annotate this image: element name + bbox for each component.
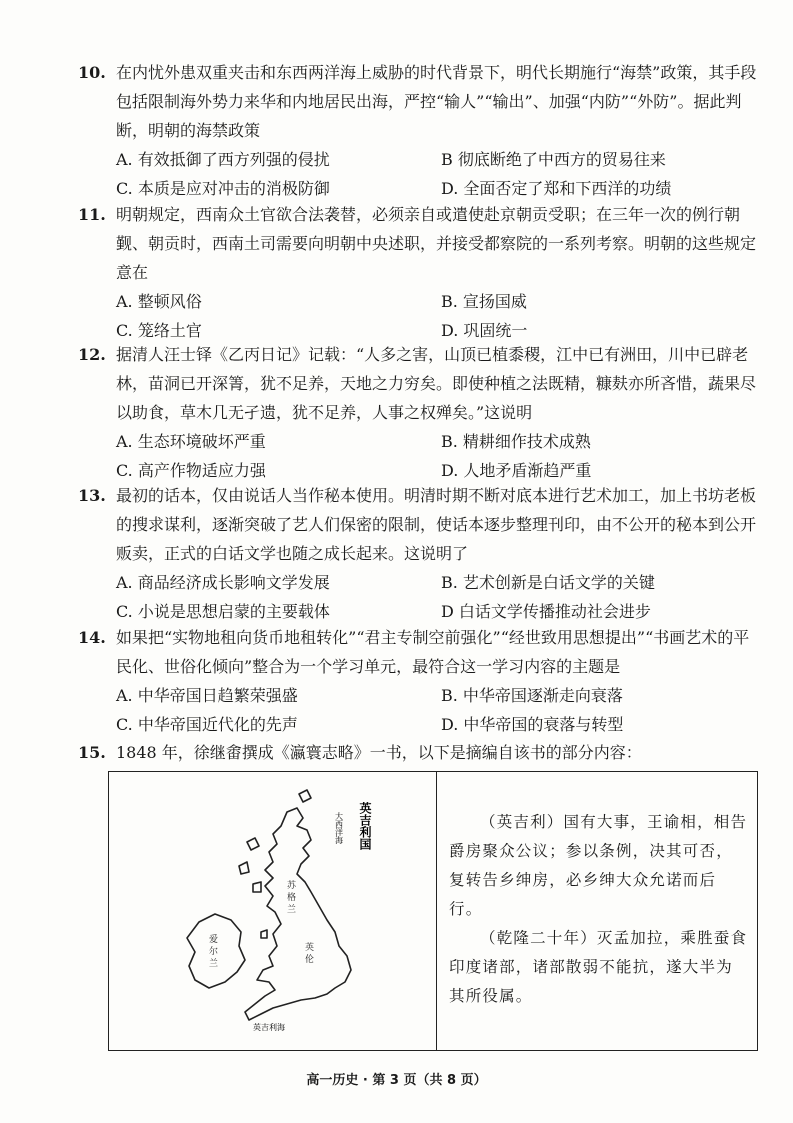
map-sea-label-top: 大西洋海 bbox=[334, 812, 344, 844]
map-mark: 兰 bbox=[287, 905, 297, 915]
source-material-box bbox=[108, 771, 758, 1051]
map-mark: 爱 bbox=[209, 935, 219, 945]
options bbox=[78, 427, 758, 485]
question-stem: 明朝规定，西南众土官欲合法袭替，必须亲自或遣使赴京朝贡受职；在三年一次的例行朝觐、朝贡时，西南土司需要向明朝中央述职，并接受都察院的一系列考察。明朝的这些规定意在 bbox=[116, 205, 757, 282]
question-number: 14. bbox=[78, 628, 106, 647]
question-13 bbox=[78, 481, 758, 626]
question-number: 10. bbox=[78, 63, 106, 82]
source-excerpt bbox=[449, 808, 749, 1011]
option-d: D. 全面否定了郑和下西洋的功绩 bbox=[441, 179, 672, 198]
option-c: C. 本质是应对冲击的消极防御 bbox=[116, 179, 330, 198]
question-number: 12. bbox=[78, 345, 106, 364]
map-mark: 苏 bbox=[287, 881, 297, 891]
question-stem: 在内忧外患双重夹击和东西两洋海上威胁的时代背景下，明代长期施行“海禁”政策，其手段包括限制海外势力来华和内地居民出海，严控“输人”“输出”、加强“内防”“外防”。据此判断，明朝的海禁政策 bbox=[116, 63, 757, 140]
question-number: 11. bbox=[78, 205, 106, 224]
britain-map-illustration bbox=[169, 782, 399, 1042]
option-d: D. 中华帝国的衰落与转型 bbox=[441, 715, 624, 734]
options bbox=[78, 145, 758, 203]
island bbox=[253, 882, 261, 892]
hebrides-island bbox=[247, 838, 259, 850]
option-a: A. 有效抵御了西方列强的侵扰 bbox=[116, 150, 330, 169]
question-11 bbox=[78, 200, 758, 345]
question-15 bbox=[78, 738, 758, 767]
map-mark: 英 bbox=[305, 943, 315, 953]
map-title-label: 英吉利国 bbox=[358, 802, 372, 850]
excerpt-paragraph-1: （英吉利）国有大事，王谕相，相告爵房聚众公议；参以条例，决其可否，复转告乡绅房，必乡绅大众允诺而后行。 bbox=[449, 813, 748, 918]
box-divider bbox=[436, 772, 437, 1050]
page-footer: 高一历史 · 第 3 页（共 8 页） bbox=[306, 1073, 487, 1088]
option-b: B. 精耕细作技术成熟 bbox=[441, 432, 591, 451]
option-c: C. 笼络土官 bbox=[116, 321, 202, 340]
isle-of-man bbox=[261, 930, 267, 938]
map-mark: 尔 bbox=[209, 947, 219, 957]
question-14 bbox=[78, 623, 758, 739]
option-a: A. 生态环境破坏严重 bbox=[116, 432, 266, 451]
question-12 bbox=[78, 340, 758, 485]
option-a: A. 商品经济成长影响文学发展 bbox=[116, 573, 330, 592]
option-c: C. 中华帝国近代化的先声 bbox=[116, 715, 298, 734]
excerpt-paragraph-2: （乾隆二十年）灭孟加拉，乘胜蚕食印度诸部，诸部散弱不能抗，遂大半为其所役属。 bbox=[449, 929, 748, 1005]
map-mark: 伦 bbox=[305, 955, 315, 965]
options bbox=[78, 287, 758, 345]
question-number: 15. bbox=[78, 743, 106, 762]
option-c: C. 小说是思想启蒙的主要载体 bbox=[116, 602, 330, 621]
orkney-islands bbox=[299, 790, 311, 802]
question-stem: 最初的话本，仅由说话人当作秘本使用。明清时期不断对底本进行艺术加工，加上书坊老板的搜求谋利，逐渐突破了艺人们保密的限制，使话本逐步整理刊印，由不公开的秘本到公开贩卖，正式的白话文学也随之成长起来。这说明了 bbox=[116, 486, 757, 563]
options bbox=[78, 681, 758, 739]
option-d: D. 巩固统一 bbox=[441, 321, 528, 340]
option-b: B 彻底断绝了中西方的贸易往来 bbox=[441, 150, 666, 169]
question-10 bbox=[78, 58, 758, 203]
hebrides-island bbox=[239, 862, 249, 874]
option-a: A. 中华帝国日趋繁荣强盛 bbox=[116, 686, 298, 705]
question-stem: 1848 年，徐继畬撰成《瀛寰志略》一书，以下是摘编自该书的部分内容： bbox=[116, 743, 642, 762]
option-b: B. 中华帝国逐渐走向衰落 bbox=[441, 686, 623, 705]
map-mark: 兰 bbox=[209, 959, 219, 969]
option-b: B. 宣扬国威 bbox=[441, 292, 527, 311]
option-c: C. 高产作物适应力强 bbox=[116, 461, 266, 480]
option-d: D. 人地矛盾渐趋严重 bbox=[441, 461, 592, 480]
option-d: D 白话文学传播推动社会进步 bbox=[441, 602, 651, 621]
map-sea-label-bottom: 英吉利海 bbox=[253, 1023, 285, 1032]
map-mark: 格 bbox=[287, 893, 297, 903]
question-number: 13. bbox=[78, 486, 106, 505]
option-a: A. 整顿风俗 bbox=[116, 292, 202, 311]
option-b: B. 艺术创新是白话文学的关键 bbox=[441, 573, 655, 592]
question-stem: 据清人汪士铎《乙丙日记》记载：“人多之害，山顶已植黍稷，江中已有洲田，川中已辟老林，苗洞已开深箐，犹不足养，天地之力穷矣。即使种植之法既精，糠麸亦所吝惜，蔬果尽以助食，草木几无孑遗，犹不足养，人事之权殚矣。”这说明 bbox=[116, 345, 757, 422]
question-stem: 如果把“实物地租向货币地租转化”“君主专制空前强化”“经世致用思想提出”“书画艺术的平民化、世俗化倾向”整合为一个学习单元，最符合这一学习内容的主题是 bbox=[116, 628, 750, 676]
options bbox=[78, 568, 758, 626]
